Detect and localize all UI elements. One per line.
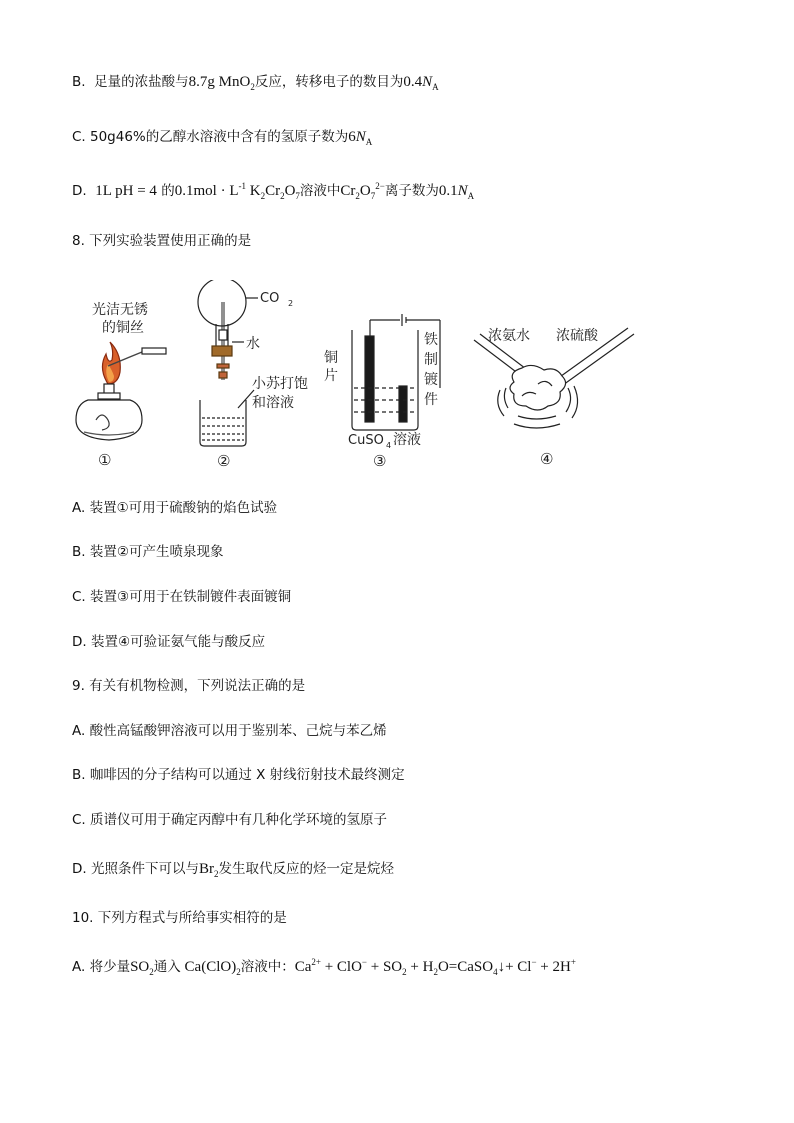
q9-option-a: A. 酸性高锰酸钾溶液可以用于鉴别苯、己烷与苯乙烯	[72, 723, 387, 739]
formula-ph: 1L pH = 4	[95, 183, 157, 199]
option-text: A. 将少量	[72, 959, 131, 975]
equation: $Ca^{2+} + ClO^- + SO_2$ + $H_2O=CaSO_4↓+ Cl^- + 2H^+$	[294, 957, 576, 977]
option-text: C. 50g46%的乙醇水溶液中含有的氢原子数为	[72, 129, 349, 145]
apparatus-number-2: ②	[217, 452, 231, 470]
formula-ion: $Cr_2O_7^{2-}$	[340, 181, 385, 201]
q10-option-a	[72, 957, 576, 977]
label-baking-soda-1: 小苏打饱	[252, 376, 308, 392]
q8-option-b: B. 装置②可产生喷泉现象	[72, 544, 224, 560]
label-copper-wire-2: 的铜丝	[102, 320, 144, 336]
electroplating-apparatus	[324, 314, 440, 470]
option-text: 发生取代反应的烃一定是烷烃	[218, 861, 394, 877]
formula-na: $6N_A$	[348, 129, 373, 147]
q10-stem: 10. 下列方程式与所给事实相符的是	[72, 910, 287, 926]
formula-na: $0.1N_A$	[438, 183, 475, 201]
q8-option-d: D. 装置④可验证氨气能与酸反应	[72, 634, 266, 650]
apparatus-number-3: ③	[373, 452, 387, 470]
q9-option-d	[72, 859, 394, 879]
label-water: 水	[246, 336, 260, 352]
option-text: 足量的浓盐酸与	[94, 74, 189, 90]
option-text: 溶液中	[299, 183, 341, 199]
label-co2-sub: 2	[288, 299, 294, 308]
alcohol-lamp-apparatus	[76, 301, 166, 469]
label-cuso4: CuSO	[348, 433, 384, 448]
option-text: 反应，转移电子的数目为	[254, 74, 404, 90]
formula-na: $0.4N_A$	[403, 74, 439, 92]
label-iron-3: 镀	[424, 372, 438, 388]
q8-option-c: C. 装置③可用于在铁制镀件表面镀铜	[72, 589, 292, 605]
label-iron-4: 件	[424, 392, 438, 408]
label-conc-sulfuric-acid: 浓硫酸	[556, 328, 598, 344]
formula-so2: $SO_2$	[130, 959, 154, 977]
label-iron-2: 制	[424, 352, 438, 368]
formula-concentration: $0.1mol \cdot L^{-1}$ $K_2Cr_2O_7$	[174, 181, 300, 201]
option-text: 通入	[153, 959, 181, 975]
label-copper-1: 铜	[324, 350, 338, 366]
q7-option-d	[72, 181, 474, 201]
fountain-apparatus	[198, 280, 308, 470]
ammonia-acid-apparatus	[474, 327, 634, 468]
option-text: 离子数为	[384, 183, 439, 199]
label-copper-wire-1: 光洁无锈	[92, 302, 148, 318]
q7-option-c	[72, 127, 372, 147]
option-label: B.	[72, 74, 86, 90]
q9-option-c: C. 质谱仪可用于确定丙醇中有几种化学环境的氢原子	[72, 812, 388, 828]
label-co2: CO	[260, 291, 280, 306]
q8-apparatus-figure	[62, 280, 642, 475]
formula-ca-clo2: $Ca(ClO)_2$	[184, 959, 241, 977]
option-text: 的	[161, 183, 175, 199]
label-cuso4-sub: 4	[386, 441, 392, 450]
formula-br2: $Br_2$	[198, 861, 219, 879]
option-text: D. 光照条件下可以与	[72, 861, 199, 877]
q8-option-a: A. 装置①可用于硫酸钠的焰色试验	[72, 500, 278, 516]
apparatus-number-4: ④	[540, 450, 554, 468]
label-copper-2: 片	[324, 368, 338, 384]
q7-option-b	[72, 72, 439, 92]
label-iron-1: 铁	[424, 332, 438, 348]
label-cuso4-tail: 溶液	[393, 432, 421, 448]
label-conc-ammonia: 浓氨水	[488, 328, 530, 344]
formula-mass: 8.7g MnO$_2$	[188, 74, 255, 92]
q9-stem: 9. 有关有机物检测，下列说法正确的是	[72, 678, 306, 694]
label-baking-soda-2: 和溶液	[252, 395, 294, 411]
q8-stem: 8. 下列实验装置使用正确的是	[72, 233, 252, 249]
option-text: 溶液中：	[240, 959, 295, 975]
apparatus-number-1: ①	[98, 451, 112, 469]
q9-option-b: B. 咖啡因的分子结构可以通过 X 射线衍射技术最终测定	[72, 767, 405, 783]
option-label: D.	[72, 183, 87, 199]
